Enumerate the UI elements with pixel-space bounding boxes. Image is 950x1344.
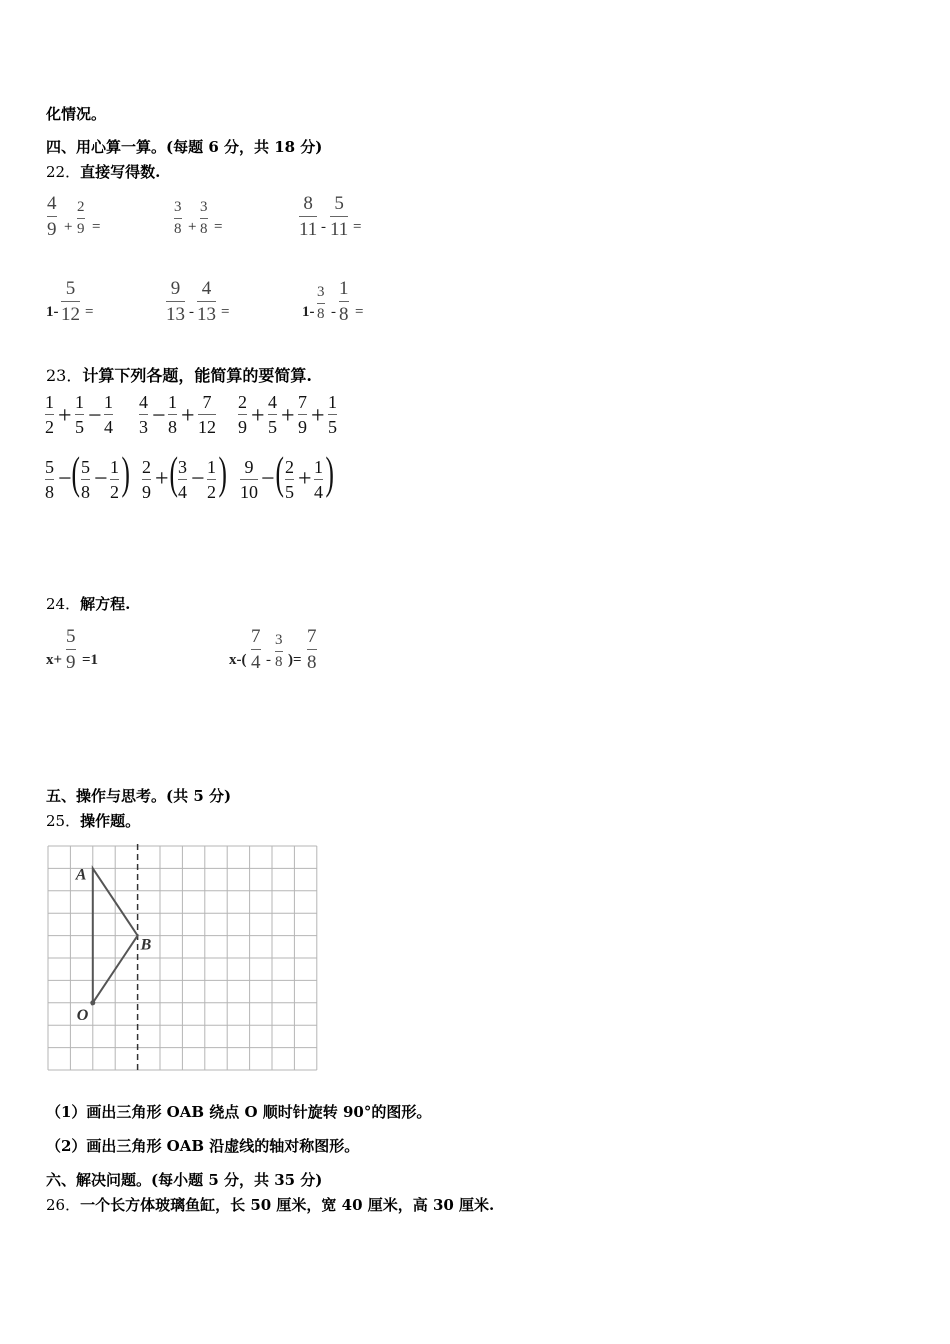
operator: − (152, 403, 166, 429)
eq-prefix: x-( (229, 652, 247, 668)
fraction: 9 10 (240, 457, 258, 502)
fraction: 1 2 (207, 457, 216, 502)
section6-heading: 六、解决问题。(每小题 5 分，共 35 分) (46, 1171, 323, 1189)
fraction: 2 9 (238, 392, 247, 437)
triangle-oab (75, 866, 152, 1023)
fraction: 4 3 (139, 392, 148, 437)
fraction: 7 9 (298, 392, 307, 437)
left-paren: ( (71, 447, 80, 498)
q25 (46, 810, 140, 831)
equals: = (92, 219, 101, 235)
operator: − (94, 466, 108, 492)
operator: − (58, 466, 72, 492)
point-label-o: O (76, 1006, 89, 1024)
point-label-b: B (140, 936, 152, 954)
q25-text: 操作题。 (80, 812, 141, 830)
q24 (46, 593, 130, 614)
fraction: 4 5 (268, 392, 277, 437)
operator: - (331, 304, 336, 320)
q22 (46, 161, 160, 182)
operator: + (181, 403, 195, 429)
fraction: 1 4 (104, 392, 113, 437)
q23 (46, 363, 312, 386)
operator: + (155, 466, 169, 492)
fraction: 8 11 (299, 193, 318, 240)
fraction: 7 4 (251, 626, 261, 673)
fraction: 5 8 (81, 457, 90, 502)
fraction: 5 8 (45, 457, 54, 502)
point-o-dot (90, 1000, 95, 1005)
right-paren: ) (325, 447, 334, 498)
q23-text: 计算下列各题，能简算的要简算. (82, 366, 312, 385)
equals: = (214, 219, 223, 235)
fraction: 1 8 (168, 392, 177, 437)
equals: = (85, 304, 94, 320)
fraction: 1 5 (75, 392, 84, 437)
operator: − (88, 403, 102, 429)
eq-prefix: x+ (46, 652, 63, 668)
fraction: 5 9 (66, 626, 76, 673)
operator: + (311, 403, 325, 429)
fraction: 3 4 (178, 457, 187, 502)
eq-suffix: =1 (82, 652, 99, 668)
fraction: 2 9 (142, 457, 151, 502)
fraction: 4 9 (47, 193, 57, 240)
eq-mid: )= (288, 652, 302, 668)
fraction: 7 12 (198, 392, 216, 437)
operator: - (266, 652, 271, 668)
fraction: 1 2 (110, 457, 119, 502)
fraction: 3 8 (174, 199, 182, 237)
operator: - (321, 219, 326, 235)
fraction: 5 12 (61, 278, 80, 325)
operator: − (191, 466, 205, 492)
operator: + (58, 403, 72, 429)
operator: - (189, 304, 194, 320)
task-2: （2）画出三角形 OAB 沿虚线的轴对称图形。 (46, 1137, 360, 1155)
right-paren: ) (121, 447, 130, 498)
grid-figure (40, 840, 330, 1072)
fraction: 9 13 (166, 278, 185, 325)
operator: + (281, 403, 295, 429)
operator: − (261, 466, 275, 492)
operator: + (188, 219, 197, 235)
top-line: 化情况。 (46, 105, 107, 123)
fraction: 1 4 (314, 457, 323, 502)
section5-heading: 五、操作与思考。(共 5 分) (46, 787, 232, 805)
q26-text: 一个长方体玻璃鱼缸，长 50 厘米，宽 40 厘米，高 30 厘米. (80, 1196, 495, 1214)
section4-heading: 四、用心算一算。(每题 6 分，共 18 分) (46, 138, 323, 156)
operator: + (64, 219, 73, 235)
fraction: 3 8 (275, 632, 283, 670)
q23-number: 23． (46, 366, 83, 385)
fraction: 2 9 (77, 199, 85, 237)
equals: = (355, 304, 364, 320)
left-paren: ( (169, 447, 178, 498)
fraction: 4 13 (197, 278, 216, 325)
point-label-a: A (75, 866, 87, 884)
fraction: 1 8 (339, 278, 349, 325)
q22-text: 直接写得数. (80, 163, 161, 181)
q26-number: 26． (46, 1196, 81, 1214)
right-paren: ) (218, 447, 227, 498)
left-paren: ( (275, 447, 284, 498)
operator: + (251, 403, 265, 429)
fraction: 3 8 (317, 284, 325, 322)
fraction: 1 5 (328, 392, 337, 437)
prefix: 1- (302, 304, 315, 320)
q24-text: 解方程. (80, 595, 131, 613)
prefix: 1- (46, 304, 59, 320)
fraction: 3 8 (200, 199, 208, 237)
operator: + (298, 466, 312, 492)
q26 (46, 1194, 494, 1215)
q25-number: 25． (46, 812, 81, 830)
q22-number: 22． (46, 163, 81, 181)
q24-number: 24． (46, 595, 81, 613)
equals: = (353, 219, 362, 235)
equals: = (221, 304, 230, 320)
grid-lines (48, 844, 317, 1070)
task-1: （1）画出三角形 OAB 绕点 O 顺时针旋转 90°的图形。 (46, 1103, 432, 1121)
fraction: 2 5 (285, 457, 294, 502)
fraction: 5 11 (330, 193, 349, 240)
fraction: 1 2 (45, 392, 54, 437)
fraction: 7 8 (307, 626, 317, 673)
